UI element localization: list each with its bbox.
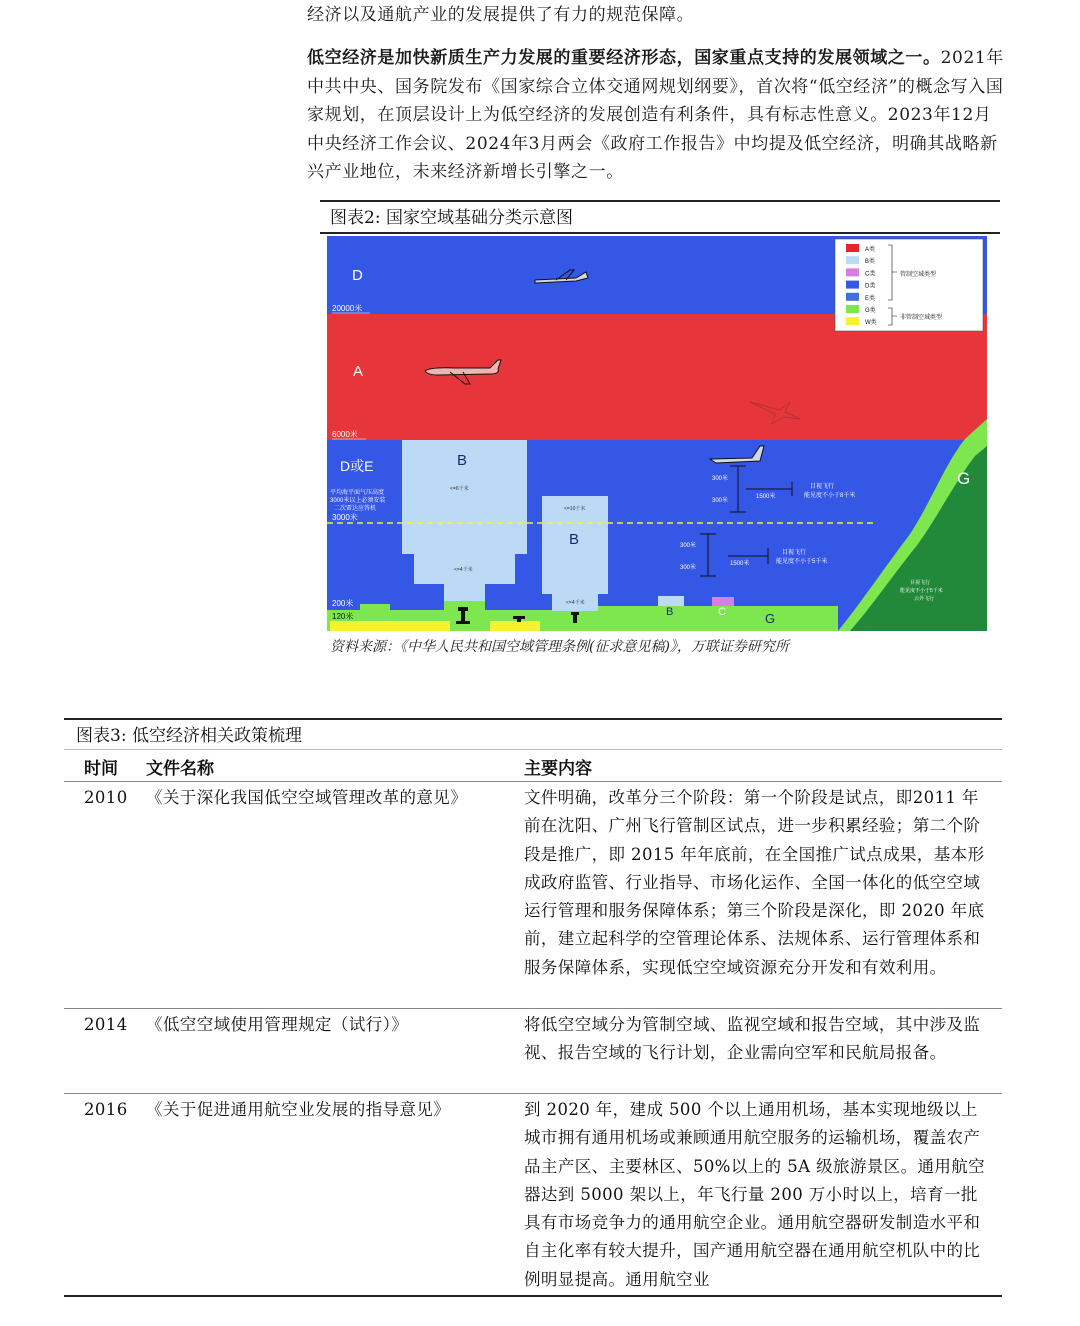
zone-label-c-small: C bbox=[718, 606, 726, 618]
header-doc: 文件名称 bbox=[146, 759, 214, 779]
legend-label: W类 bbox=[865, 320, 877, 327]
airspace-diagram bbox=[320, 234, 1000, 634]
zone-label-b-left: B bbox=[457, 452, 468, 469]
zone-w-strip-mid bbox=[490, 621, 540, 631]
mountain-note-3: 云外飞行 bbox=[914, 596, 935, 602]
row-year: 2014 bbox=[84, 1015, 128, 1034]
vis-a-line-2: 能见度不小于8千米 bbox=[804, 493, 856, 499]
sep-300-d: 300米 bbox=[680, 565, 697, 571]
zone-label-b-small: B bbox=[666, 606, 674, 618]
legend-swatch bbox=[846, 256, 859, 264]
legend-label: D类 bbox=[865, 283, 876, 290]
table3-title: 图表3: 低空经济相关政策梳理 bbox=[64, 718, 1002, 750]
zone-w-strip-left bbox=[330, 621, 450, 631]
vis-b-line-2: 能见度不小于5千米 bbox=[776, 559, 828, 565]
header-content: 主要内容 bbox=[524, 759, 592, 779]
intro-body: 2021年中共中央、国务院发布《国家综合立体交通网规划纲要》，首次将“低空经济”的概念写入国家规划，在顶层设计上为低空经济的发展创造有利条件，具有标志性意义。2023年12月中央经济工作会议、2024年3月两会《政府工作报告》中均提及低空经济，明确其战略新兴产业地位，未来经济新增长引擎之一。 bbox=[307, 48, 1004, 182]
row-doc: 《关于深化我国低空空域管理改革的意见》 bbox=[146, 788, 468, 807]
sep-1500-b: 1500米 bbox=[730, 561, 750, 567]
zone-b-right bbox=[542, 496, 608, 611]
legend-label: A类 bbox=[865, 247, 876, 253]
legend-group-uncontrolled: 非管制空域类型 bbox=[900, 315, 943, 321]
zone-label-g-mountain: G bbox=[957, 469, 971, 488]
legend-swatch bbox=[846, 268, 859, 276]
vis-b-line-1: 目视飞行 bbox=[782, 550, 807, 556]
intro-paragraph bbox=[307, 44, 1007, 187]
row-content: 到 2020 年，建成 500 个以上通用机场，基本实现地级以上城市拥有通用机场或兼顾通用航空服务的运输机场，覆盖农产品主产区、主要林区、50%以上的 5A 级旅游景区。通用航空器达到 5000 架以上，年飞行量 200 万小时以上，培育一批具有市场竞争力的通用航空企业。通用航空器研发制造水平和自主化率有较大提升，国产通用航空器在通用航空机队中的比例明显提高。通用航空业 bbox=[524, 1100, 986, 1289]
legend-label: E类 bbox=[865, 295, 876, 302]
row-year: 2016 bbox=[84, 1100, 128, 1119]
table-row bbox=[64, 1009, 1002, 1094]
legend-group-controlled: 管制空域类型 bbox=[900, 272, 937, 278]
sep-300-c: 300米 bbox=[680, 543, 697, 549]
b-right-top-note: <=10千米 bbox=[564, 506, 586, 512]
left-note-line-3: 二次雷达应答机 bbox=[334, 506, 377, 512]
alt-3000: 3000米 bbox=[332, 513, 358, 522]
alt-20000: 20000米 bbox=[332, 304, 363, 313]
legend-label: C类 bbox=[865, 271, 876, 278]
legend-label: G类 bbox=[865, 308, 876, 314]
alt-6000: 6000米 bbox=[332, 430, 358, 439]
intro-top-line: 经济以及通航产业的发展提供了有力的规范保障。 bbox=[307, 5, 695, 25]
table3-header bbox=[64, 751, 1002, 782]
left-note-line-2: 3000米以上必须安装 bbox=[330, 498, 386, 504]
sep-300-a: 300米 bbox=[712, 476, 729, 482]
mountain-note-1: 目视飞行 bbox=[910, 580, 931, 586]
intro-bold-lead: 低空经济是加快新质生产力发展的重要经济形态，国家重点支持的发展领域之一。 bbox=[307, 48, 941, 68]
legend-swatch bbox=[846, 244, 859, 252]
legend-label: B类 bbox=[865, 259, 876, 266]
legend-swatch bbox=[846, 281, 859, 289]
sep-300-b: 300米 bbox=[712, 498, 729, 504]
zone-label-a: A bbox=[353, 363, 364, 380]
header-time: 时间 bbox=[84, 759, 118, 779]
left-note-line-1: 平均海平面气压高度 bbox=[330, 490, 385, 496]
row-doc: 《关于促进通用航空业发展的指导意见》 bbox=[146, 1100, 451, 1119]
zone-label-b-right: B bbox=[569, 531, 580, 548]
vis-a-line-1: 目视飞行 bbox=[810, 484, 835, 490]
zone-a-band bbox=[327, 314, 987, 440]
mountain-note-2: 能见度不小于5千米 bbox=[900, 588, 943, 594]
b-left-top-note: <=6千米 bbox=[450, 486, 469, 492]
legend-swatch bbox=[846, 305, 859, 313]
figure2-title: 图表2: 国家空域基础分类示意图 bbox=[320, 200, 1000, 234]
table-row bbox=[64, 782, 1002, 1009]
b-right-bottom-note: <=4千米 bbox=[566, 600, 585, 606]
legend-swatch bbox=[846, 317, 859, 325]
row-doc: 《低空空域使用管理规定（试行）》 bbox=[146, 1015, 409, 1034]
row-content: 将低空空域分为管制空域、监视空域和报告空域，其中涉及监视、报告空域的飞行计划，企业需向空军和民航局报备。 bbox=[524, 1015, 981, 1063]
legend-swatch bbox=[846, 293, 859, 301]
b-left-bottom-note: <=4千米 bbox=[454, 567, 473, 573]
zone-label-d: D bbox=[352, 267, 363, 284]
zone-label-d-or-e: D或E bbox=[340, 458, 374, 474]
alt-120: 120米 bbox=[332, 612, 354, 621]
row-content: 文件明确，改革分三个阶段：第一个阶段是试点，即2011 年前在沈阳、广州飞行管制区试点，进一步积累经验；第二个阶段是推广，即 2015 年年底前，在全国推广试点成果，基本形成政府监管、行业指导、市场化运作、全国一体化的低空空域运行管理和服务保障体系；第三个阶段是深化，即 2020 年底前，建立起科学的空管理论体系、法规体系、运行管理体系和服务保障体系，实现低空空域资源充分开发和有效利用。 bbox=[524, 788, 985, 977]
zone-label-g-ground: G bbox=[765, 611, 776, 626]
table-row bbox=[64, 1094, 1002, 1297]
alt-200: 200米 bbox=[332, 599, 354, 608]
figure2-source: 资料来源：《中华人民共和国空域管理条例(征求意见稿)》，万联证券研究所 bbox=[330, 639, 789, 655]
sep-1500-a: 1500米 bbox=[756, 494, 776, 500]
row-year: 2010 bbox=[84, 788, 128, 807]
